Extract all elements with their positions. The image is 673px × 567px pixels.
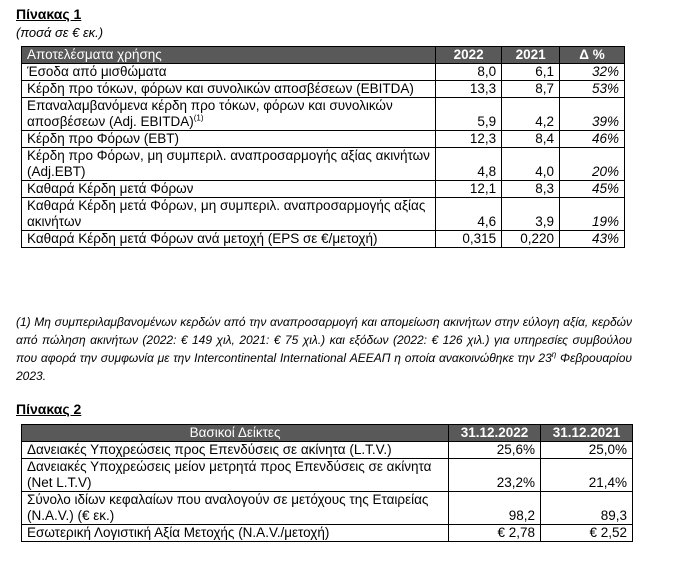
value-2022: 4,6 xyxy=(436,198,502,231)
change-percent: 32% xyxy=(560,64,625,81)
row-label: Κέρδη προ Φόρων (EBT) xyxy=(22,131,436,148)
row-label xyxy=(22,98,436,131)
value-2022: 23,2% xyxy=(449,459,541,492)
change-percent: 46% xyxy=(560,131,625,148)
value-2021: 4,2 xyxy=(502,98,560,131)
column-header: Βασικοί Δείκτες xyxy=(22,425,449,442)
table-row xyxy=(22,198,625,231)
table-row xyxy=(22,442,633,459)
column-header: 2022 xyxy=(436,47,502,64)
column-header: 31.12.2021 xyxy=(541,425,633,442)
value-2022: 0,315 xyxy=(436,231,502,248)
row-label: Δανειακές Υποχρεώσεις προς Επενδύσεις σε ακίνητα (L.T.V.) xyxy=(22,442,449,459)
table1-subtitle: (ποσά σε € εκ.) xyxy=(16,25,104,40)
table1-footnote xyxy=(16,313,632,385)
value-2021: 89,3 xyxy=(541,492,633,525)
change-percent: 43% xyxy=(560,231,625,248)
change-percent: 19% xyxy=(560,198,625,231)
column-header: Αποτελέσματα χρήσης xyxy=(22,47,436,64)
value-2021: 3,9 xyxy=(502,198,560,231)
row-label: Καθαρά Κέρδη μετά Φόρων xyxy=(22,181,436,198)
key-indicators-table xyxy=(21,424,633,542)
footnote-text-end: Φεβρουαρίου 2023. xyxy=(16,351,632,383)
table-row xyxy=(22,181,625,198)
table-row xyxy=(22,525,633,542)
table-row xyxy=(22,459,633,492)
value-2022: 8,0 xyxy=(436,64,502,81)
table-row xyxy=(22,148,625,181)
change-percent: 45% xyxy=(560,181,625,198)
table-row xyxy=(22,231,625,248)
change-percent: 53% xyxy=(560,81,625,98)
value-2022: 4,8 xyxy=(436,148,502,181)
footnote-marker: (1) xyxy=(193,113,204,123)
row-label: Έσοδα από μισθώματα xyxy=(22,64,436,81)
table2-title: Πίνακας 2 xyxy=(16,401,82,417)
row-label: Δανειακές Υποχρεώσεις μείον μετρητά προς Επενδύσεις σε ακίνητα (Net L.T.V) xyxy=(22,459,449,492)
value-2022: 25,6% xyxy=(449,442,541,459)
results-table xyxy=(21,46,625,248)
value-2022: 13,3 xyxy=(436,81,502,98)
value-2021: 8,7 xyxy=(502,81,560,98)
table-header-row xyxy=(22,47,625,64)
row-label: Κέρδη προ τόκων, φόρων και συνολικών αποσβέσεων (EBITDA) xyxy=(22,81,436,98)
column-header: 31.12.2022 xyxy=(449,425,541,442)
footnote-text: (1) Μη συμπεριλαμβανομένων κερδών από την αναπροσαρμογή και απομείωση ακινήτων στην εύλογη αξία, κερδών από πώληση ακινήτων (2022: € 149 χιλ, 2021: € 75 χιλ.) και εξόδων (2022: € 126 χιλ.) για υπηρεσίες συμβούλου που αφορά την συμφωνία με την Intercontinental International ΑΕΕΑΠ η οποία ανακοινώθηκε την 23 xyxy=(16,315,632,365)
column-header: 2021 xyxy=(502,47,560,64)
footnote-superscript: η xyxy=(551,350,557,359)
value-2021: 4,0 xyxy=(502,148,560,181)
value-2022: 12,1 xyxy=(436,181,502,198)
value-2022: € 2,78 xyxy=(449,525,541,542)
table-row xyxy=(22,131,625,148)
value-2022: 5,9 xyxy=(436,98,502,131)
table-row xyxy=(22,64,625,81)
row-label: Σύνολο ιδίων κεφαλαίων που αναλογούν σε μετόχους της Εταιρείας (N.A.V.) (€ εκ.) xyxy=(22,492,449,525)
value-2022: 12,3 xyxy=(436,131,502,148)
value-2021: 8,3 xyxy=(502,181,560,198)
table-header-row xyxy=(22,425,633,442)
value-2022: 98,2 xyxy=(449,492,541,525)
row-label-text: Επαναλαμβανόμενα κέρδη προ τόκων, φόρων και συνολικών αποσβέσεων (Adj. EBITDA) xyxy=(27,98,393,129)
value-2021: 8,4 xyxy=(502,131,560,148)
row-label: Εσωτερική Λογιστική Αξία Μετοχής (N.A.V./μετοχή) xyxy=(22,525,449,542)
value-2021: 21,4% xyxy=(541,459,633,492)
value-2021: 0,220 xyxy=(502,231,560,248)
column-header: Δ % xyxy=(560,47,625,64)
value-2021: 25,0% xyxy=(541,442,633,459)
value-2021: 6,1 xyxy=(502,64,560,81)
row-label: Καθαρά Κέρδη μετά Φόρων, μη συμπεριλ. αναπροσαρμογής αξίας ακινήτων xyxy=(22,198,436,231)
change-percent: 20% xyxy=(560,148,625,181)
table-row xyxy=(22,81,625,98)
table1-title: Πίνακας 1 xyxy=(16,6,82,22)
value-2021: € 2,52 xyxy=(541,525,633,542)
table-row xyxy=(22,98,625,131)
row-label: Καθαρά Κέρδη μετά Φόρων ανά μετοχή (EPS σε €/μετοχή) xyxy=(22,231,436,248)
row-label: Κέρδη προ Φόρων, μη συμπεριλ. αναπροσαρμογής αξίας ακινήτων (Adj.EBT) xyxy=(22,148,436,181)
table-row xyxy=(22,492,633,525)
change-percent: 39% xyxy=(560,98,625,131)
